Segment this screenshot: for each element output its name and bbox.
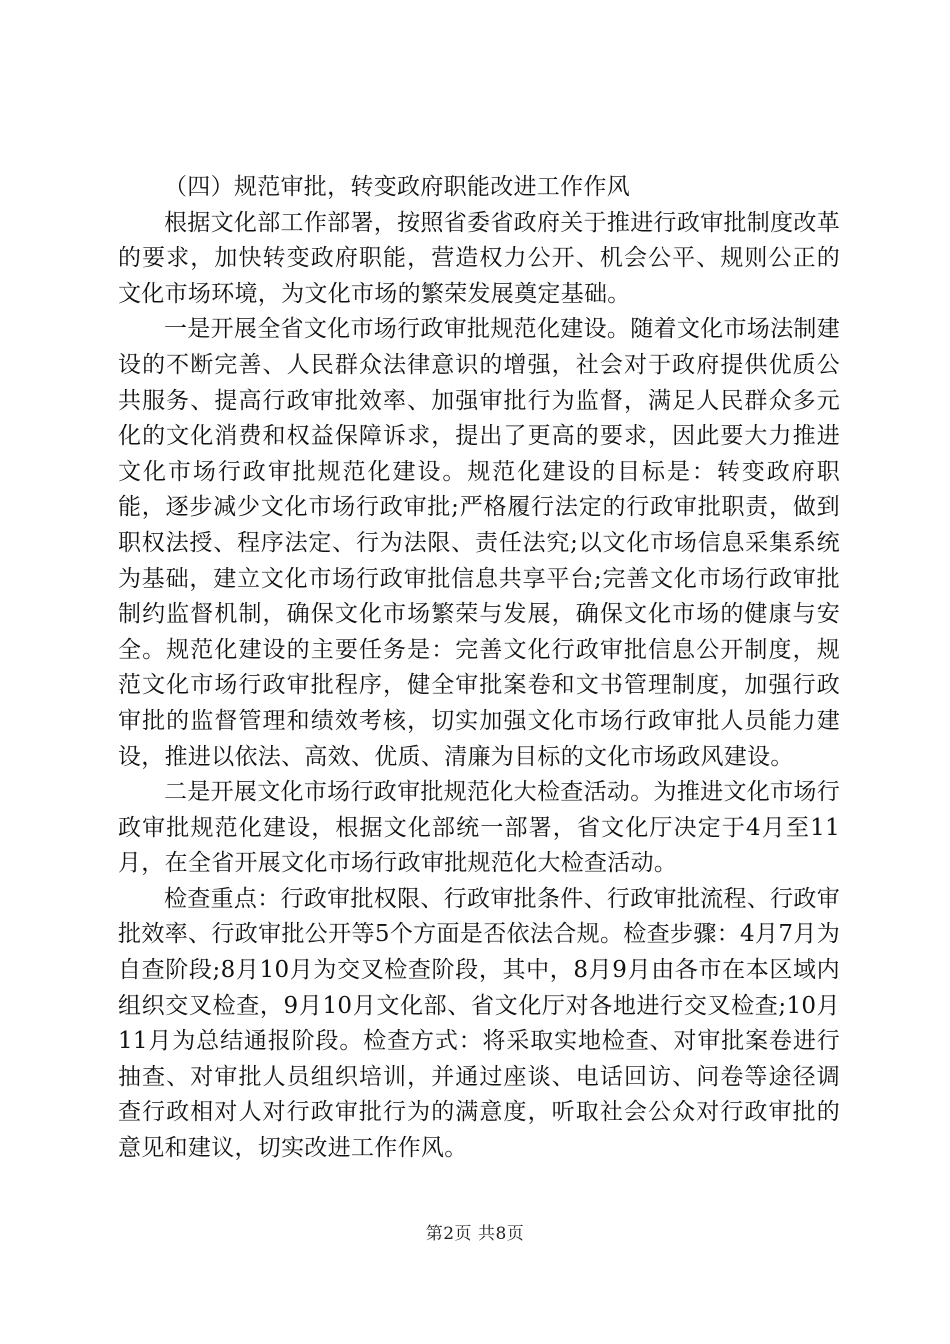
paragraph-inspection: 检查重点：行政审批权限、行政审批条件、行政审批流程、行政审批效率、行政审批公开等5个方面是否依法合规。检查步骤：4月7月为自查阶段;8月10月为交叉检查阶段，其中，8月9月由各市在本区域内组织交叉检查，9月10月文化部、省文化厅对各地进行交叉检查;10月11月为总结通报阶段。检查方式：将采取实地检查、对审批案卷进行抽查、对审批人员组织培训，并通过座谈、电话回访、问卷等途径调查行政相对人对行政审批行为的满意度，听取社会公众对行政审批的意见和建议，切实改进工作作风。	[118, 885, 840, 1162]
paragraph-point-one: 一是开展全省文化市场行政审批规范化建设。随着文化市场法制建设的不断完善、人民群众法律意识的增强，社会对于政府提供优质公共服务、提高行政审批效率、加强审批行为监督，满足人民群众多元化的文化消费和权益保障诉求，提出了更高的要求，因此要大力推进文化市场行政审批规范化建设。规范化建设的目标是：转变政府职能，逐步减少文化市场行政审批;严格履行法定的行政审批职责，做到职权法授、程序法定、行为法限、责任法究;以文化市场信息采集系统为基础，建立文化市场行政审批信息共享平台;完善文化市场行政审批制约监督机制，确保文化市场繁荣与发展，确保文化市场的健康与安全。规范化建设的主要任务是：完善文化行政审批信息公开制度，规范文化市场行政审批程序，健全审批案卷和文书管理制度，加强行政审批的监督管理和绩效考核，切实加强文化市场行政审批人员能力建设，推进以依法、高效、优质、清廉为目标的文化市场政风建设。	[118, 316, 840, 770]
page-number-footer: 第2页 共8页	[425, 1224, 525, 1244]
paragraph-intro: 根据文化部工作部署，按照省委省政府关于推进行政审批制度改革的要求，加快转变政府职能，营造权力公开、机会公平、规则公正的文化市场环境，为文化市场的繁荣发展奠定基础。	[118, 209, 840, 307]
paragraph-point-two: 二是开展文化市场行政审批规范化大检查活动。为推进文化市场行政审批规范化建设，根据文化部统一部署，省文化厅决定于4月至11月，在全省开展文化市场行政审批规范化大检查活动。	[118, 779, 840, 877]
document-body	[118, 170, 840, 1167]
section-heading: （四）规范审批，转变政府职能改进工作作风	[164, 174, 630, 200]
